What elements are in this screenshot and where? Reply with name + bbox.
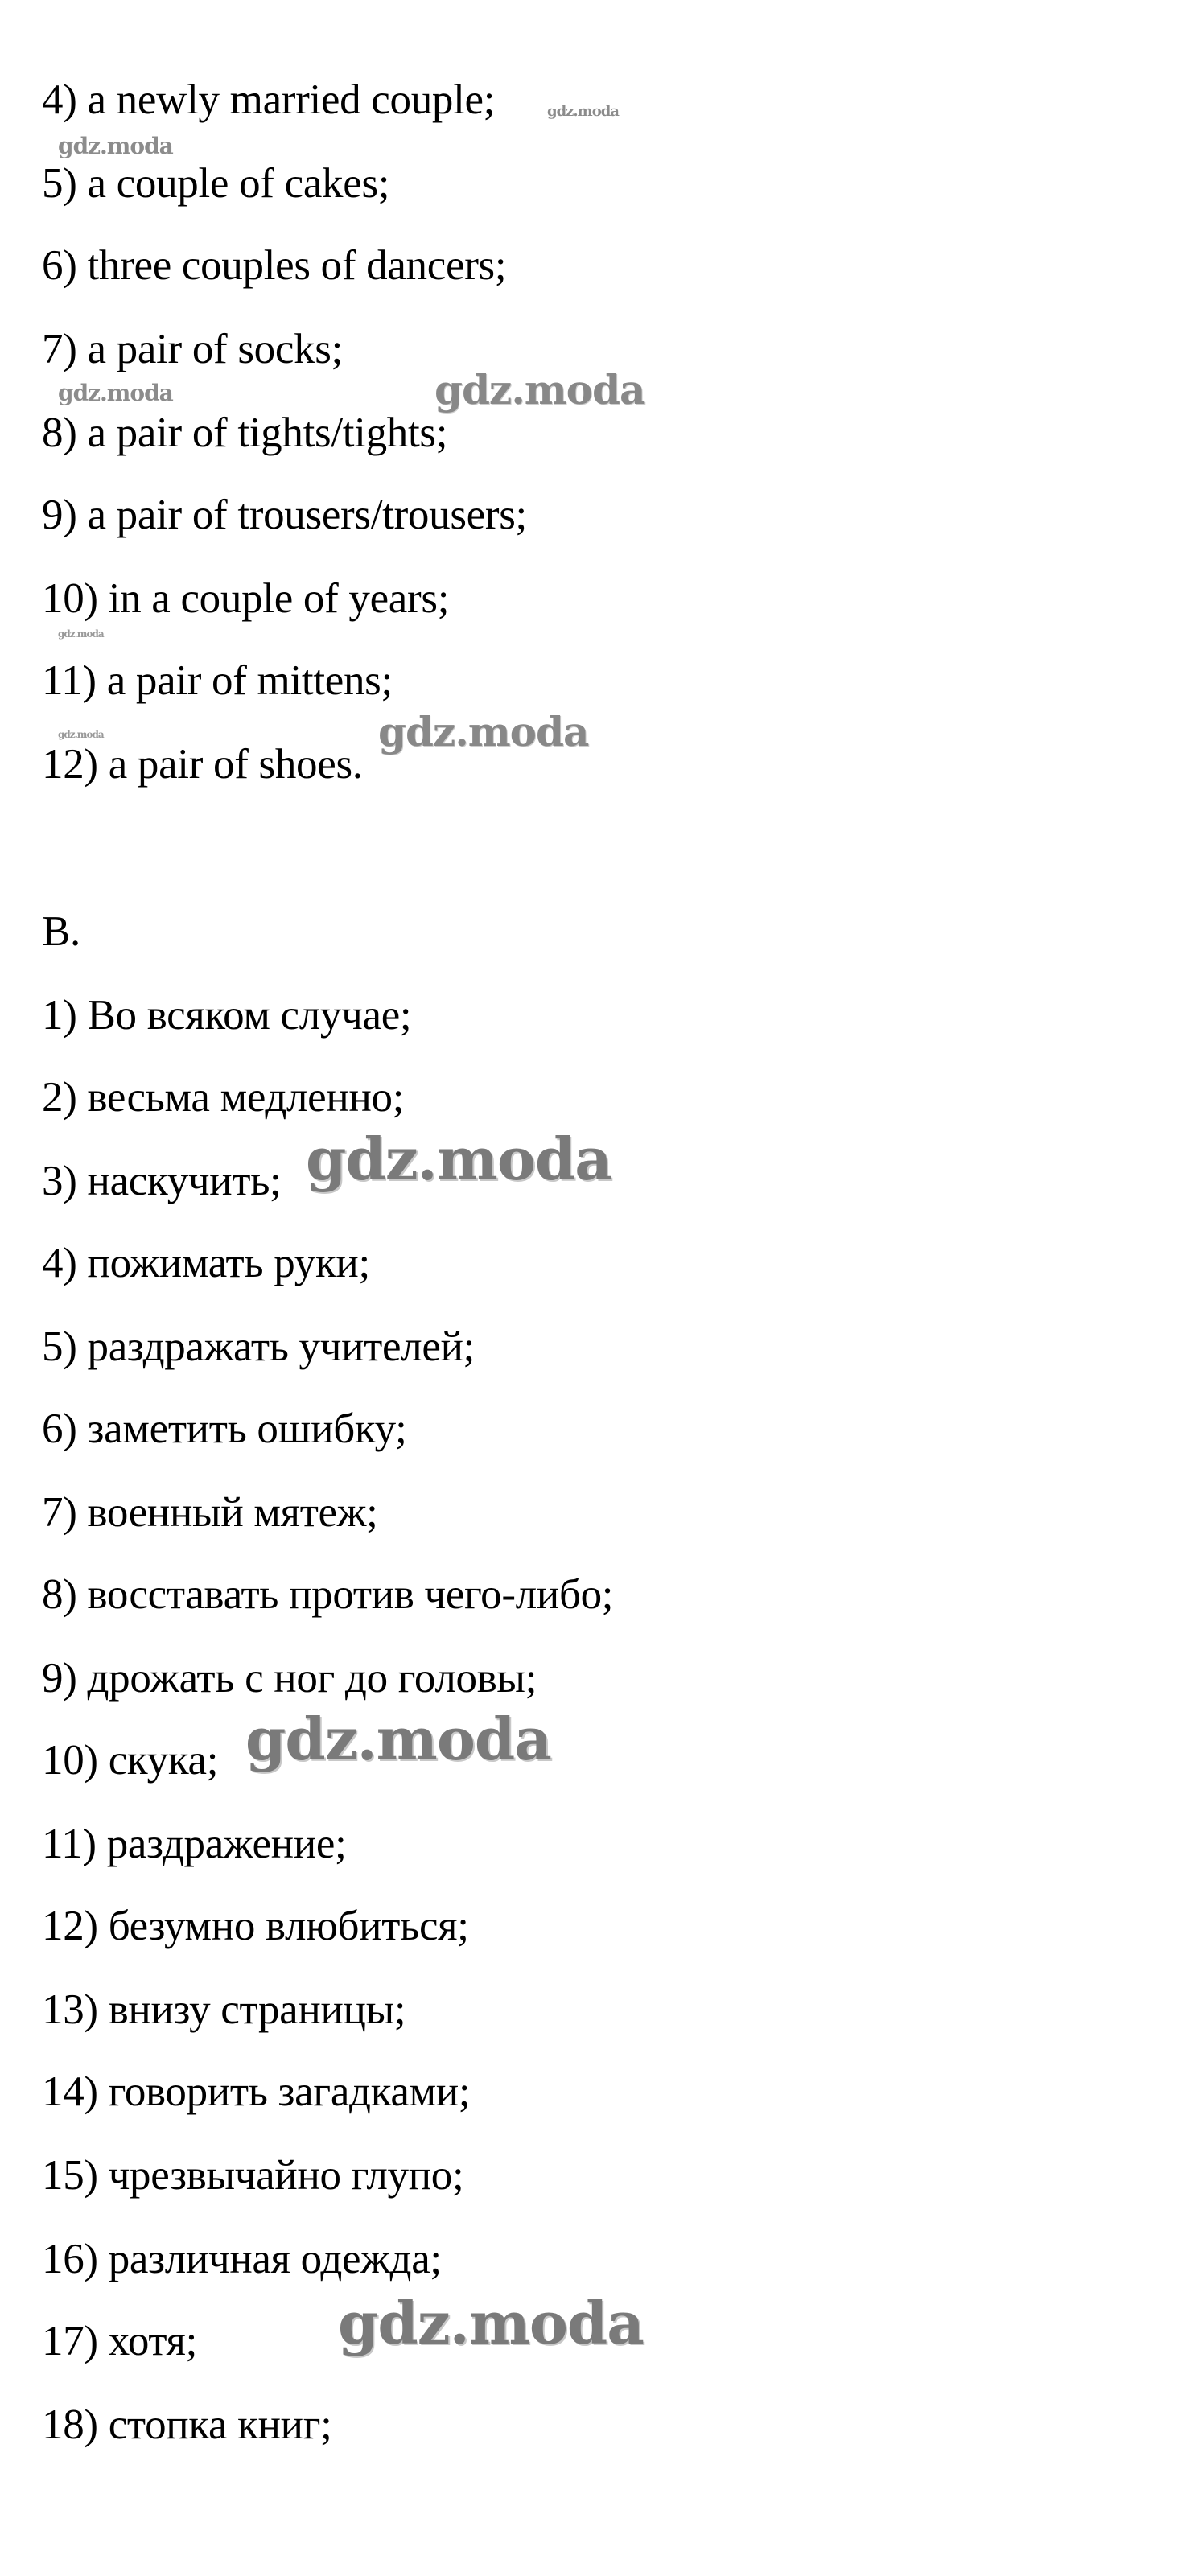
list-item: 14) говорить загадками; xyxy=(42,2068,471,2115)
list-item: 12) a pair of shoes. xyxy=(42,741,363,788)
watermark: gdz.moda xyxy=(245,1705,551,1773)
watermark: gdz.moda xyxy=(58,380,173,406)
list-item: 1) Во всяком случае; xyxy=(42,992,412,1039)
list-item: 7) военный мятеж; xyxy=(42,1489,378,1536)
list-item: 18) стопка книг; xyxy=(42,2401,332,2448)
watermark: gdz.moda xyxy=(58,628,104,640)
list-item: 5) a couple of cakes; xyxy=(42,160,390,207)
watermark: gdz.moda xyxy=(58,729,104,740)
watermark: gdz.moda xyxy=(547,103,619,120)
list-item: 8) восставать против чего-либо; xyxy=(42,1571,614,1618)
list-item: 9) a pair of trousers/trousers; xyxy=(42,492,527,538)
list-item: 7) a pair of socks; xyxy=(42,326,344,372)
watermark: gdz.moda xyxy=(434,366,645,414)
list-item: 10) скука; xyxy=(42,1737,219,1784)
list-item: 10) in a couple of years; xyxy=(42,575,450,622)
list-item: 5) раздражать учителей; xyxy=(42,1323,476,1370)
list-item: 8) a pair of tights/tights; xyxy=(42,409,448,456)
list-item: 16) различная одежда; xyxy=(42,2236,442,2282)
watermark: gdz.moda xyxy=(338,2289,644,2357)
watermark: gdz.moda xyxy=(58,133,173,159)
list-item: 9) дрожать с ног до головы; xyxy=(42,1655,537,1702)
watermark: gdz.moda xyxy=(378,708,589,755)
list-item: 12) безумно влюбиться; xyxy=(42,1903,469,1949)
list-item: 6) заметить ошибку; xyxy=(42,1405,407,1452)
list-item: 17) хотя; xyxy=(42,2318,198,2364)
list-item: 11) раздражение; xyxy=(42,1821,347,1867)
list-item: 6) three couples of dancers; xyxy=(42,242,507,289)
list-item: 15) чрезвычайно глупо; xyxy=(42,2152,464,2199)
list-item: 11) a pair of mittens; xyxy=(42,657,393,704)
list-item: 4) a newly married couple; xyxy=(42,76,496,123)
list-item: 3) наскучить; xyxy=(42,1158,282,1204)
list-item: 13) внизу страницы; xyxy=(42,1986,406,2033)
list-item: 2) весьма медленно; xyxy=(42,1074,405,1121)
section-heading: B. xyxy=(42,908,81,955)
list-item: 4) пожимать руки; xyxy=(42,1240,370,1286)
watermark: gdz.moda xyxy=(306,1125,611,1193)
